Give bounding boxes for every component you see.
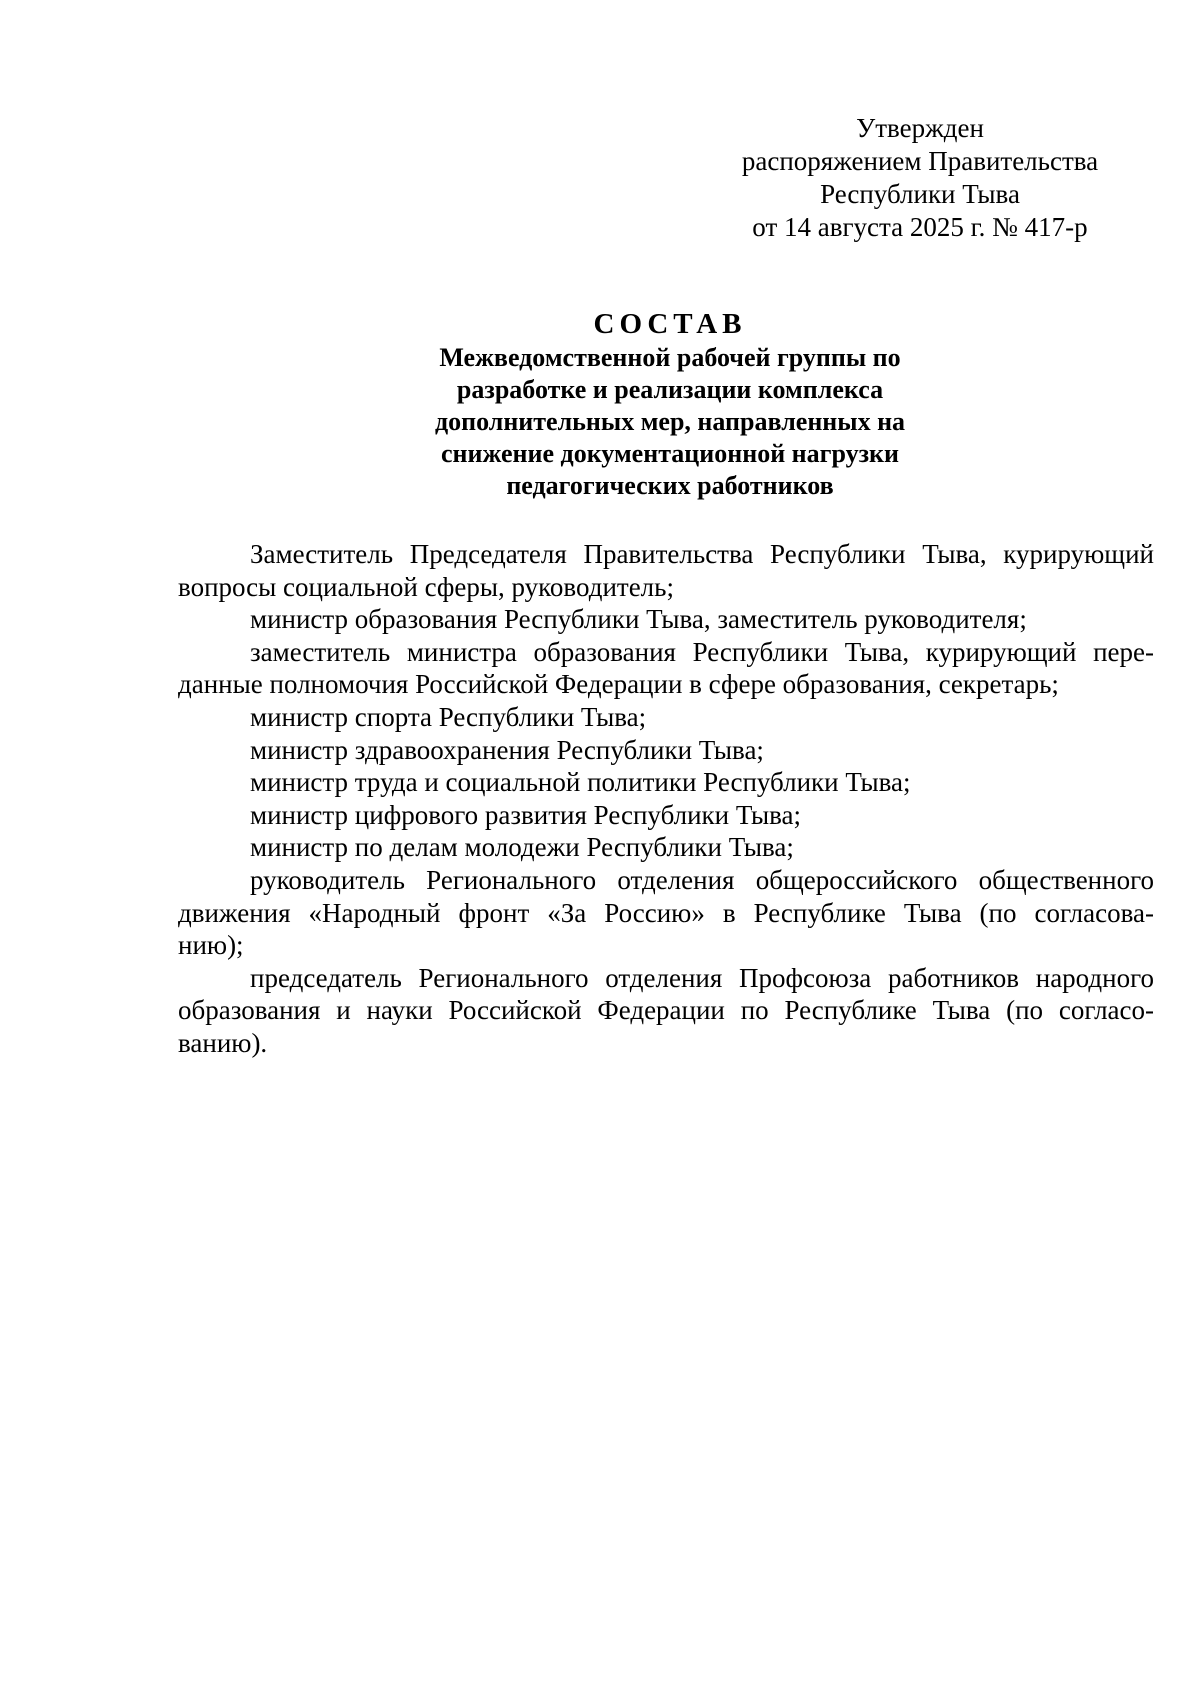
document-title: СОСТАВ (593, 308, 747, 340)
approval-line-order: распоряжением Правительства (741, 146, 1099, 176)
member-line: движения «Народный фронт «За Россию» в Республике Тыва (по согласова- (178, 897, 1154, 928)
document-heading (380, 306, 960, 502)
member-line: вопросы социальной сферы, руководитель; (178, 571, 674, 602)
member-line: министр цифрового развития Республики Тыва; (250, 799, 802, 830)
subtitle-line: разработке и реализации комплекса (456, 375, 884, 404)
subtitle-line: Межведомственной рабочей группы по (439, 343, 901, 372)
subtitle-line: педагогических работников (506, 471, 834, 500)
member-line: министр по делам молодежи Республики Тыва; (250, 832, 794, 863)
approval-stamp (740, 112, 1100, 244)
member-line: министр спорта Республики Тыва; (250, 701, 647, 732)
approval-line-republic: Республики Тыва (820, 179, 1020, 209)
approval-line-approved: Утвержден (856, 113, 984, 143)
member-line: данные полномочия Российской Федерации в сфере образования, секретарь; (178, 669, 1059, 700)
member-line: заместитель министра образования Республики Тыва, курирующий пере- (250, 636, 1154, 667)
approval-line-date: от 14 августа 2025 г. № 417-р (752, 212, 1088, 242)
member-line: образования и науки Российской Федерации по Республике Тыва (по согласо- (178, 995, 1154, 1026)
member-line: министр здравоохранения Республики Тыва; (250, 734, 764, 765)
subtitle-line: снижение документационной нагрузки (440, 439, 899, 468)
member-line: Заместитель Председателя Правительства Республики Тыва, курирующий (250, 539, 1154, 569)
subtitle-line: дополнительных мер, направленных на (434, 407, 906, 436)
document-subtitle (380, 342, 960, 502)
member-line: ванию). (178, 1027, 268, 1058)
members-list (178, 538, 1154, 1060)
member-line: министр образования Республики Тыва, заместитель руководителя; (250, 604, 1027, 635)
member-line: министр труда и социальной политики Республики Тыва; (250, 767, 911, 798)
member-line: председатель Регионального отделения Профсоюза работников народного (250, 962, 1154, 993)
member-line: руководитель Регионального отделения общероссийского общественного (250, 864, 1154, 895)
member-line: нию); (178, 930, 244, 961)
